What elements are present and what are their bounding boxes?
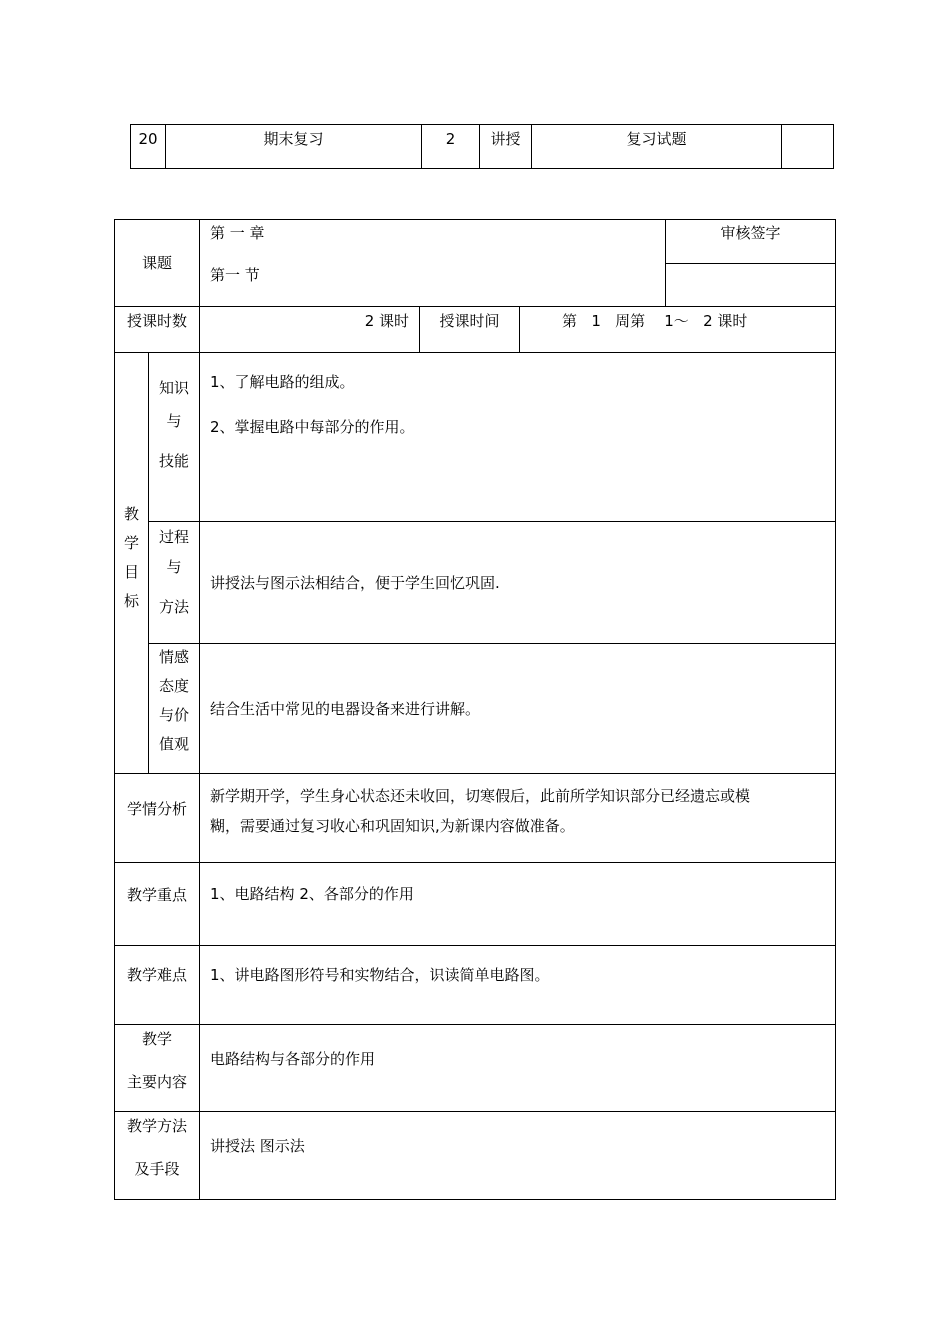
process-label-line: 过程 — [159, 528, 190, 546]
table-row — [115, 220, 836, 264]
schedule-table — [130, 124, 834, 169]
emotion-label-line: 值观 — [159, 735, 190, 753]
list-item: 1、了解电路的组成。 — [210, 373, 355, 391]
table-row — [115, 863, 836, 946]
topic-label: 课题 — [115, 220, 200, 307]
objectives-label-char: 目 — [123, 563, 139, 581]
chapter-section-cell — [200, 220, 666, 307]
table-row — [115, 1112, 836, 1200]
table-row — [115, 353, 836, 522]
emotion-label-line: 情感 — [159, 648, 190, 666]
objectives-label-char: 标 — [123, 592, 139, 610]
analysis-content — [200, 774, 836, 863]
table-row — [115, 946, 836, 1025]
knowledge-label-line: 知识 — [159, 379, 190, 397]
week-cell: 20 — [131, 125, 166, 169]
note-cell — [782, 125, 834, 169]
review-signature-cell — [666, 264, 836, 307]
emotion-label — [149, 644, 200, 774]
methods-label-line: 及手段 — [134, 1160, 180, 1178]
difficulty-label: 教学难点 — [115, 946, 200, 1025]
methods-label — [115, 1112, 200, 1200]
difficulty-content: 1、讲电路图形符号和实物结合，识读简单电路图。 — [200, 946, 836, 1025]
analysis-line: 糊，需要通过复习收心和巩固知识,为新课内容做准备。 — [210, 817, 575, 835]
analysis-label: 学情分析 — [115, 774, 200, 863]
emotion-content: 结合生活中常见的电器设备来进行讲解。 — [200, 644, 836, 774]
objectives-label-char: 教 — [123, 505, 139, 523]
methods-content: 讲授法 图示法 — [200, 1112, 836, 1200]
knowledge-label-line: 与 — [166, 412, 182, 430]
process-label-line: 与 — [166, 558, 182, 576]
section-text: 第一 节 — [210, 266, 260, 284]
hours-value: 2 课时 — [200, 307, 420, 353]
lesson-plan-table — [114, 219, 836, 1200]
key-points-label: 教学重点 — [115, 863, 200, 946]
table-row — [115, 522, 836, 644]
emotion-label-line: 态度 — [159, 677, 190, 695]
method-cell: 讲授 — [480, 125, 532, 169]
table-row — [131, 125, 834, 169]
main-content-label-line: 主要内容 — [127, 1073, 188, 1091]
key-points-content: 1、电路结构 2、各部分的作用 — [200, 863, 836, 946]
hours-label: 授课时数 — [115, 307, 200, 353]
objectives-label — [115, 353, 149, 774]
chapter-text: 第 一 章 — [210, 224, 265, 242]
knowledge-label — [149, 353, 200, 522]
table-row — [115, 1025, 836, 1112]
process-content: 讲授法与图示法相结合，便于学生回忆巩固. — [200, 522, 836, 644]
list-item: 2、掌握电路中每部分的作用。 — [210, 418, 415, 436]
time-label: 授课时间 — [420, 307, 520, 353]
emotion-label-line: 与价 — [159, 706, 190, 724]
main-content-label-line: 教学 — [142, 1030, 173, 1048]
table-row — [115, 644, 836, 774]
topic-cell: 期末复习 — [166, 125, 422, 169]
review-label: 审核签字 — [666, 220, 836, 264]
time-value: 第 1 周第 1～ 2 课时 — [520, 307, 836, 353]
analysis-line: 新学期开学，学生身心状态还未收回，切寒假后，此前所学知识部分已经遗忘或模 — [210, 787, 751, 805]
process-label — [149, 522, 200, 644]
hours-cell: 2 — [422, 125, 480, 169]
main-content-content: 电路结构与各部分的作用 — [200, 1025, 836, 1112]
table-row — [115, 307, 836, 353]
table-row — [115, 774, 836, 863]
process-label-line: 方法 — [159, 598, 190, 616]
knowledge-label-line: 技能 — [159, 452, 190, 470]
main-content-label — [115, 1025, 200, 1112]
content-cell: 复习试题 — [532, 125, 782, 169]
objectives-label-char: 学 — [123, 534, 139, 552]
knowledge-content — [200, 353, 836, 522]
methods-label-line: 教学方法 — [127, 1117, 188, 1135]
